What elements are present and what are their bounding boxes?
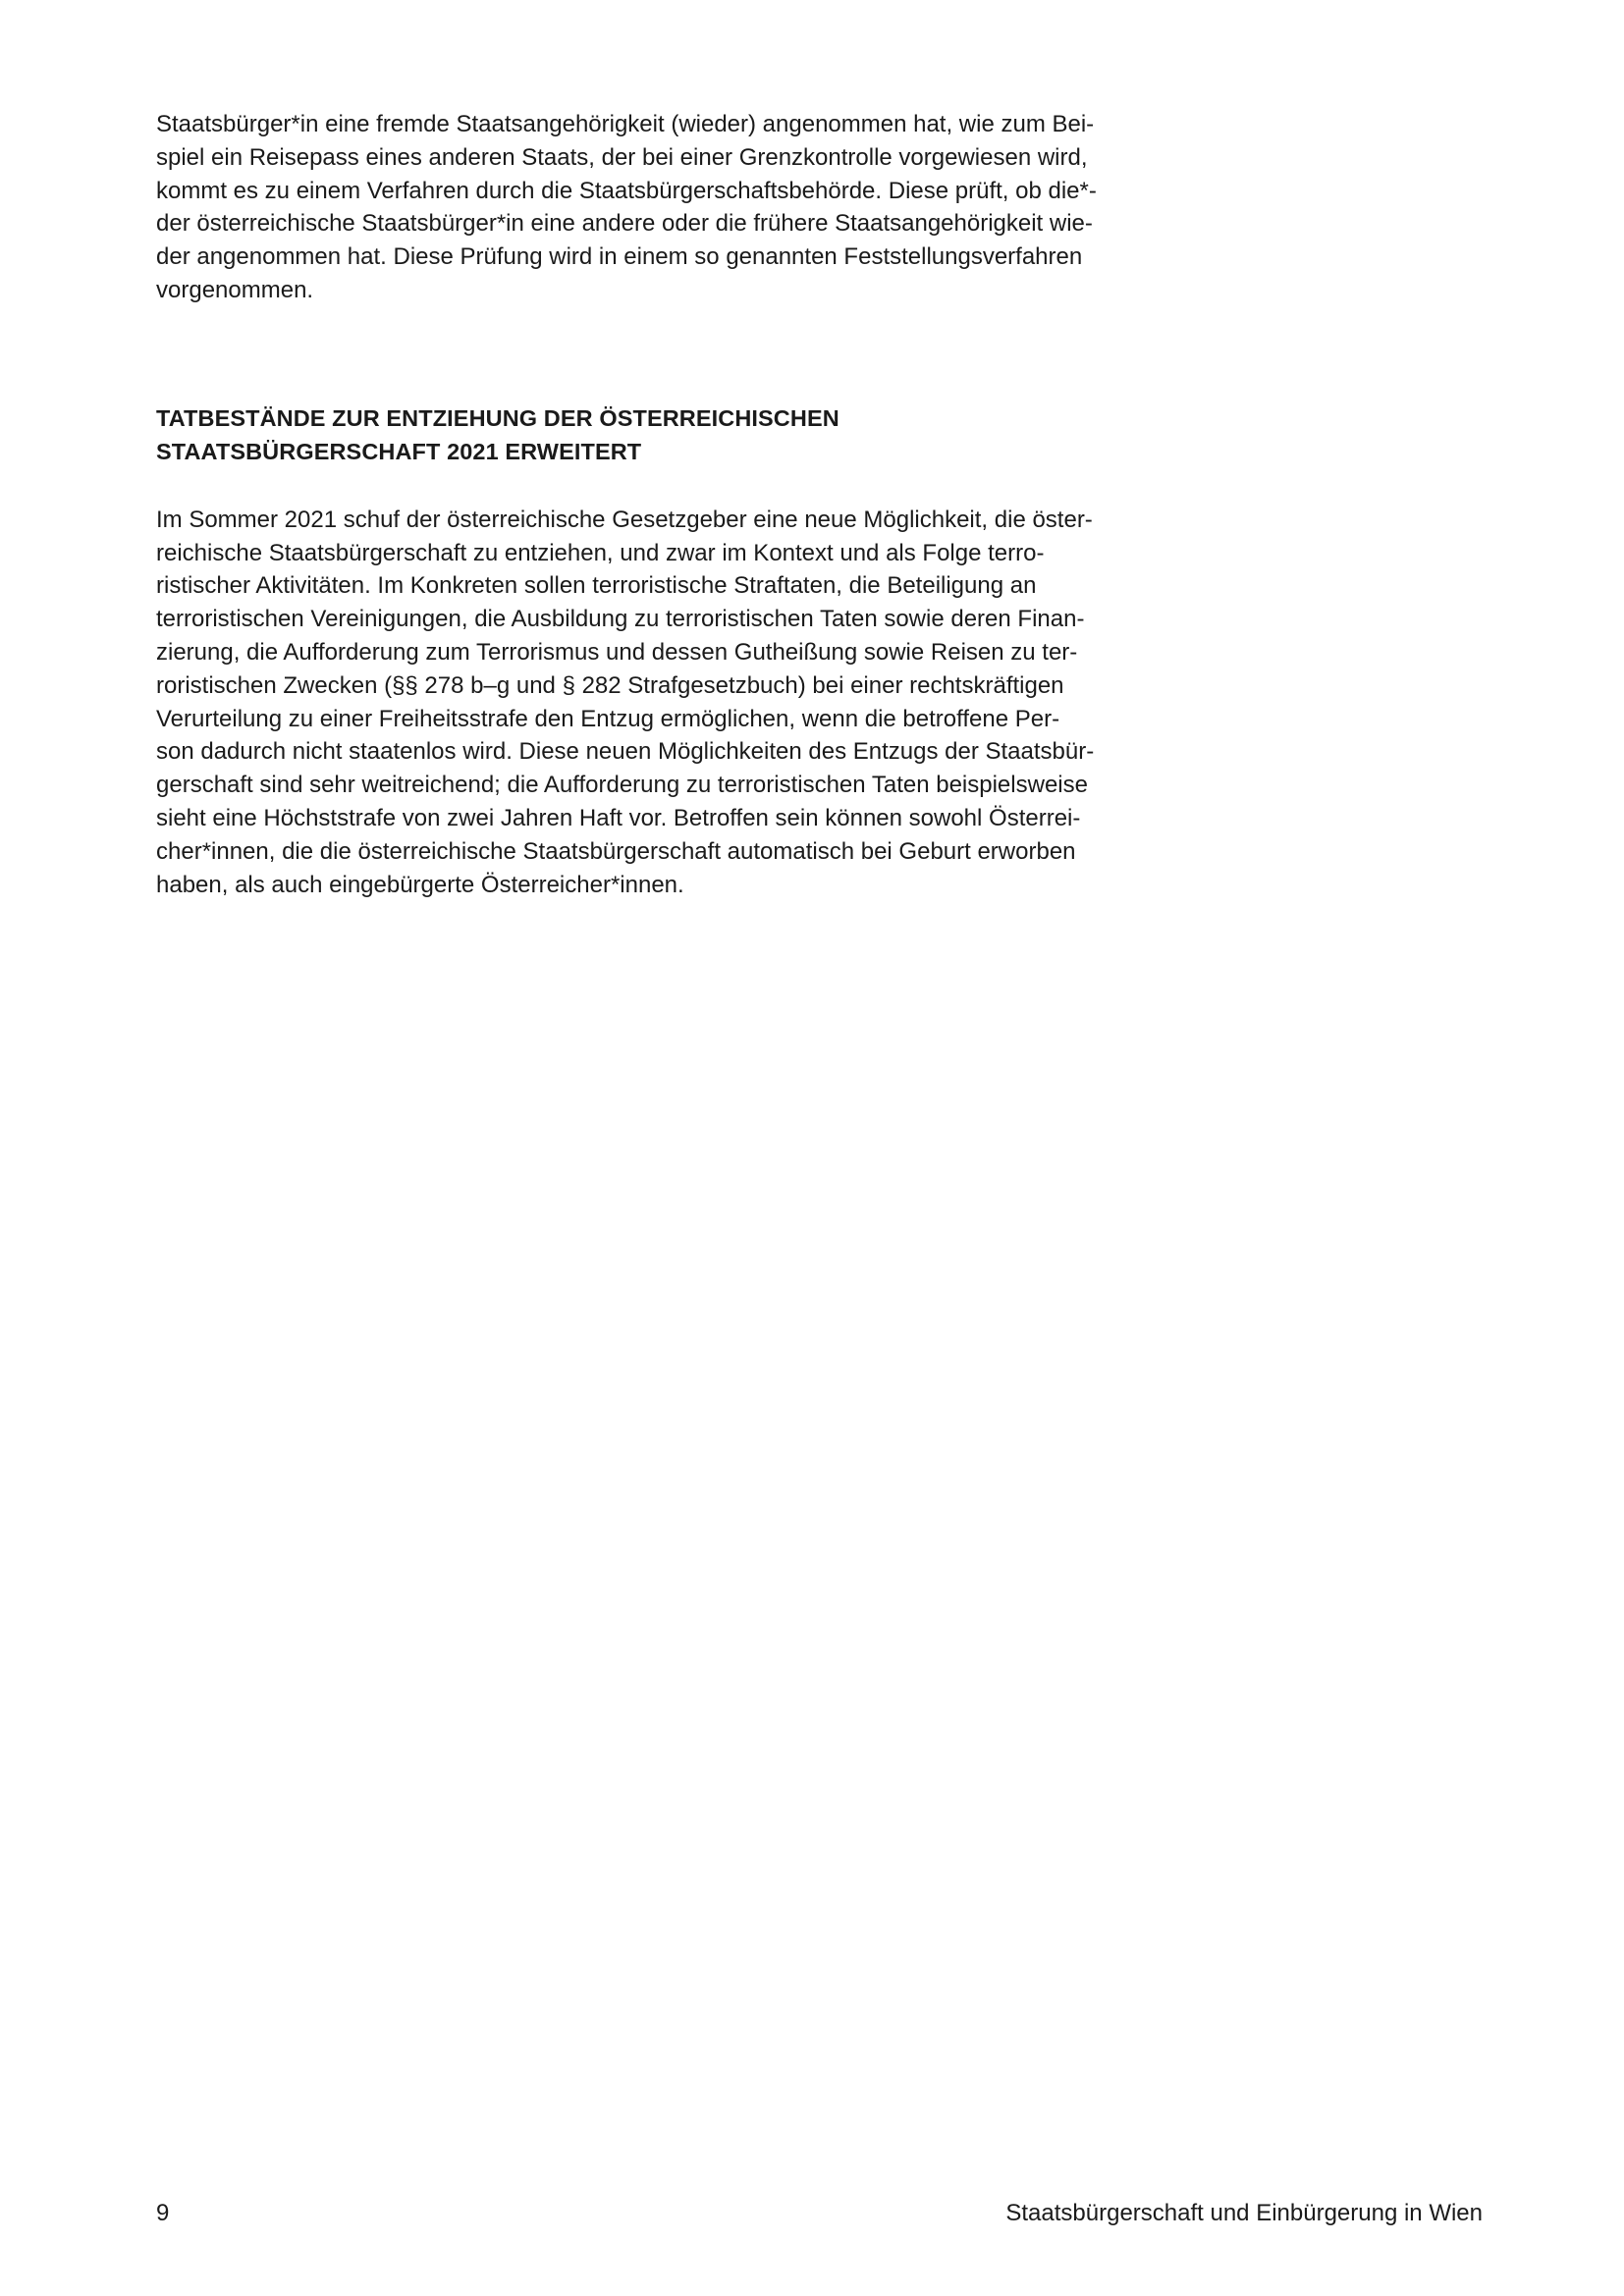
text-line: gerschaft sind sehr weitreichend; die Aufforderung zu terroristischen Taten beispielsweise — [156, 772, 1088, 799]
document-title: Staatsbürgerschaft und Einbürgerung in Wien — [1005, 2200, 1483, 2226]
text-line: haben, als auch eingebürgerte Österreicher*innen. — [156, 871, 684, 898]
section-heading — [156, 401, 1148, 468]
text-line: sieht eine Höchststrafe von zwei Jahren Haft vor. Betroffen sein können sowohl Österrei- — [156, 804, 1081, 831]
text-line: spiel ein Reisepass eines anderen Staats, der bei einer Grenzkontrolle vorgewiesen wird, — [156, 143, 1088, 171]
text-line: der österreichische Staatsbürger*in eine andere oder die frühere Staatsangehörigkeit wie- — [156, 210, 1093, 238]
text-line: der angenommen hat. Diese Prüfung wird in einem so genannten Feststellungsverfahren — [156, 243, 1083, 271]
text-line: ristischer Aktivitäten. Im Konkreten sollen terroristische Straftaten, die Beteiligung an — [156, 572, 1037, 600]
text-line: Staatsbürger*in eine fremde Staatsangehörigkeit (wieder) angenommen hat, wie zum Bei- — [156, 111, 1095, 137]
text-line: reichische Staatsbürgerschaft zu entziehen, und zwar im Kontext und als Folge terro- — [156, 539, 1045, 566]
text-line: vorgenommen. — [156, 276, 314, 303]
page-content — [156, 108, 1148, 901]
text-line: cher*innen, die die österreichische Staatsbürgerschaft automatisch bei Geburt erworben — [156, 837, 1076, 865]
text-line: terroristischen Vereinigungen, die Ausbildung zu terroristischen Taten sowie deren Finan- — [156, 606, 1085, 633]
section-paragraph — [156, 504, 1148, 902]
page-number: 9 — [156, 2200, 170, 2226]
heading-line: TATBESTÄNDE ZUR ENTZIEHUNG DER ÖSTERREICHISCHEN — [156, 404, 839, 431]
text-line: roristischen Zwecken (§§ 278 b–g und § 282 Strafgesetzbuch) bei einer rechtskräftigen — [156, 671, 1064, 699]
text-line: zierung, die Aufforderung zum Terrorismus und dessen Gutheißung sowie Reisen zu ter- — [156, 638, 1078, 666]
text-line: Verurteilung zu einer Freiheitsstrafe den Entzug ermöglichen, wenn die betroffene Per- — [156, 705, 1060, 732]
text-line: Im Sommer 2021 schuf der österreichische Gesetzgeber eine neue Möglichkeit, die öster- — [156, 506, 1093, 533]
text-line: son dadurch nicht staatenlos wird. Diese neuen Möglichkeiten des Entzugs der Staatsbür- — [156, 738, 1095, 766]
intro-paragraph — [156, 108, 1148, 307]
heading-line: STAATSBÜRGERSCHAFT 2021 ERWEITERT — [156, 438, 642, 464]
text-line: kommt es zu einem Verfahren durch die Staatsbürgerschaftsbehörde. Diese prüft, ob die*- — [156, 177, 1097, 204]
